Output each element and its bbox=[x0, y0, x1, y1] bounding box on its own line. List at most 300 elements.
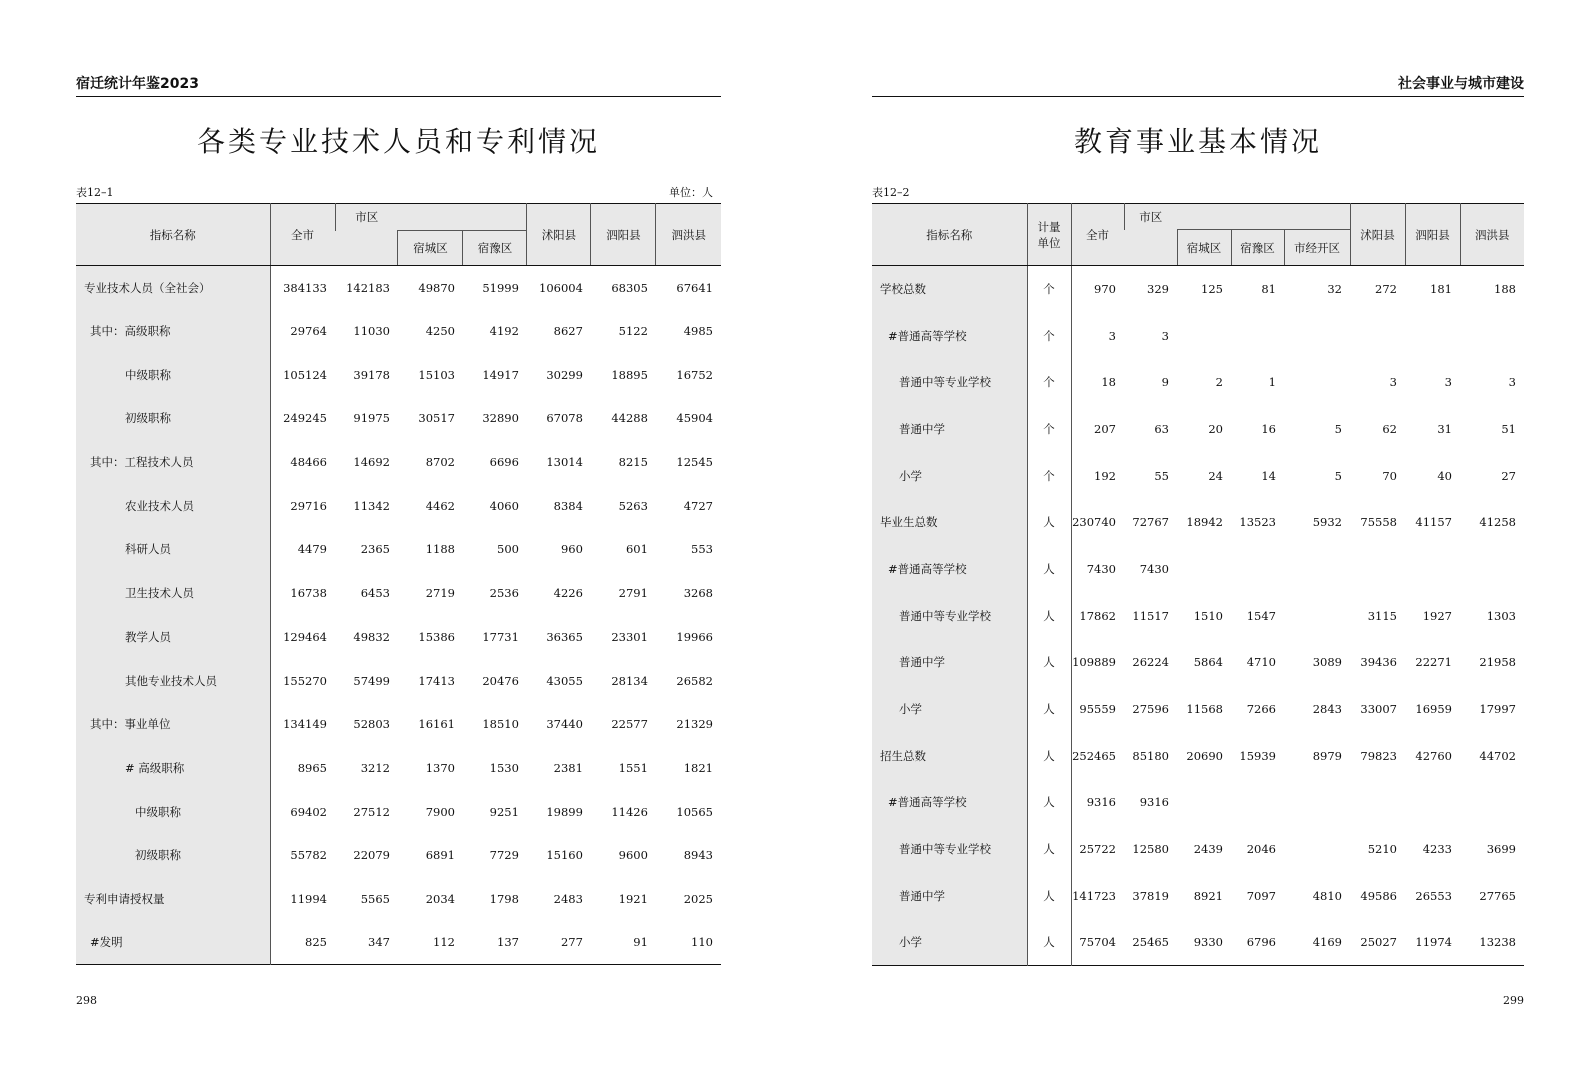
row-label: # 高级职称 bbox=[76, 746, 270, 790]
cell-value: 15160 bbox=[546, 848, 583, 863]
cell-value: 45904 bbox=[676, 411, 713, 426]
row-label: 普通中等专业学校 bbox=[872, 826, 1027, 873]
cell-value: 252465 bbox=[1072, 748, 1116, 763]
cell-value: 329 bbox=[1147, 282, 1169, 297]
cell-value: 67641 bbox=[676, 280, 713, 295]
table-row bbox=[76, 528, 721, 572]
cell-value: 8979 bbox=[1312, 748, 1342, 763]
row-unit: 人 bbox=[1027, 639, 1071, 686]
cell-value: 6891 bbox=[425, 848, 455, 863]
cell-value: 27512 bbox=[353, 804, 390, 819]
row-unit: 人 bbox=[1027, 872, 1071, 919]
cell-value: 9251 bbox=[489, 804, 519, 819]
cell-value: 1530 bbox=[489, 760, 519, 775]
cell-value: 14 bbox=[1261, 468, 1276, 483]
cell-value: 55 bbox=[1154, 468, 1169, 483]
data-table bbox=[76, 203, 721, 965]
row-unit: 人 bbox=[1027, 546, 1071, 593]
cell-value: 2046 bbox=[1246, 842, 1276, 857]
cell-value: 11517 bbox=[1132, 608, 1169, 623]
cell-value: 79823 bbox=[1360, 748, 1397, 763]
cell-value: 3268 bbox=[683, 586, 713, 601]
cell-value: 27596 bbox=[1132, 702, 1169, 717]
cell-value: 27765 bbox=[1479, 888, 1516, 903]
table-row bbox=[872, 919, 1524, 966]
cell-value: 2034 bbox=[425, 891, 455, 906]
table-row bbox=[76, 921, 721, 965]
cell-value: 137 bbox=[497, 935, 519, 950]
running-head bbox=[76, 74, 721, 97]
row-label: 学校总数 bbox=[872, 266, 1027, 313]
cell-value: 41258 bbox=[1479, 515, 1516, 530]
table-row bbox=[872, 452, 1524, 499]
table-row bbox=[872, 686, 1524, 733]
cell-value: 16738 bbox=[290, 586, 327, 601]
cell-value: 5864 bbox=[1193, 655, 1223, 670]
table-row bbox=[76, 309, 721, 353]
cell-value: 9330 bbox=[1193, 935, 1223, 950]
cell-value bbox=[1350, 312, 1405, 359]
cell-value: 13238 bbox=[1479, 935, 1516, 950]
cell-value: 500 bbox=[497, 542, 519, 557]
cell-value: 17997 bbox=[1479, 702, 1516, 717]
cell-value: 17731 bbox=[482, 629, 519, 644]
page-number: 298 bbox=[76, 994, 97, 1007]
row-label: 毕业生总数 bbox=[872, 499, 1027, 546]
cell-value: 141723 bbox=[1072, 888, 1116, 903]
cell-value: 9316 bbox=[1139, 795, 1169, 810]
cell-value: 2536 bbox=[489, 586, 519, 601]
cell-value: 28134 bbox=[611, 673, 648, 688]
left-page bbox=[76, 0, 721, 1077]
cell-value: 75704 bbox=[1079, 935, 1116, 950]
cell-value: 7097 bbox=[1246, 888, 1276, 903]
header-siyang: 泗阳县 bbox=[591, 204, 656, 266]
cell-value: 33007 bbox=[1360, 702, 1397, 717]
cell-value: 22079 bbox=[353, 848, 390, 863]
cell-value: 110 bbox=[691, 935, 713, 950]
cell-value: 41157 bbox=[1415, 515, 1452, 530]
cell-value: 15939 bbox=[1239, 748, 1276, 763]
row-unit: 人 bbox=[1027, 826, 1071, 873]
header-urban: 市区 bbox=[335, 204, 398, 231]
cell-value: 81 bbox=[1261, 282, 1276, 297]
table-row bbox=[76, 615, 721, 659]
cell-value: 91 bbox=[633, 935, 648, 950]
row-label: #普通高等学校 bbox=[872, 312, 1027, 359]
row-unit: 个 bbox=[1027, 452, 1071, 499]
row-label: 初级职称 bbox=[76, 397, 270, 441]
table-row bbox=[872, 266, 1524, 313]
cell-value: 24 bbox=[1208, 468, 1223, 483]
row-label: 农业技术人员 bbox=[76, 484, 270, 528]
cell-value: 91975 bbox=[353, 411, 390, 426]
cell-value: 37440 bbox=[546, 717, 583, 732]
cell-value: 52803 bbox=[353, 717, 390, 732]
cell-value: 155270 bbox=[283, 673, 327, 688]
header-suchen: 宿城区 bbox=[398, 231, 463, 266]
row-label: 其中：工程技术人员 bbox=[76, 440, 270, 484]
row-unit: 人 bbox=[1027, 686, 1071, 733]
cell-value: 601 bbox=[625, 542, 648, 557]
cell-value: 18895 bbox=[611, 367, 648, 382]
table-row bbox=[76, 790, 721, 834]
header-urban-cont bbox=[1124, 230, 1177, 266]
row-unit: 人 bbox=[1027, 499, 1071, 546]
cell-value: 1927 bbox=[1422, 608, 1452, 623]
cell-value: 277 bbox=[560, 935, 583, 950]
cell-value: 70 bbox=[1382, 468, 1397, 483]
cell-value: 18942 bbox=[1186, 515, 1223, 530]
cell-value: 11568 bbox=[1186, 702, 1223, 717]
header-sihong: 泗洪县 bbox=[656, 204, 721, 266]
cell-value: 272 bbox=[1375, 282, 1397, 297]
row-label: 科研人员 bbox=[76, 528, 270, 572]
table-row bbox=[872, 872, 1524, 919]
table-row bbox=[872, 312, 1524, 359]
cell-value: 17413 bbox=[418, 673, 455, 688]
cell-value: 6453 bbox=[360, 586, 390, 601]
cell-value: 10565 bbox=[676, 804, 713, 819]
cell-value: 39178 bbox=[353, 367, 390, 382]
cell-value: 249245 bbox=[283, 411, 327, 426]
cell-value bbox=[1284, 359, 1350, 406]
cell-value: 8702 bbox=[425, 455, 455, 470]
cell-value: 3115 bbox=[1367, 608, 1397, 623]
cell-value: 3 bbox=[1108, 328, 1116, 343]
cell-value bbox=[1231, 312, 1284, 359]
row-label: 小学 bbox=[872, 452, 1027, 499]
cell-value: 1370 bbox=[425, 760, 455, 775]
cell-value bbox=[1405, 546, 1460, 593]
cell-value: 5210 bbox=[1367, 842, 1397, 857]
cell-value: 19966 bbox=[676, 629, 713, 644]
cell-value: 11974 bbox=[1415, 935, 1452, 950]
cell-value: 4985 bbox=[683, 324, 713, 339]
header-siyang: 泗阳县 bbox=[1405, 204, 1460, 266]
cell-value: 6796 bbox=[1246, 935, 1276, 950]
cell-value: 63 bbox=[1154, 421, 1169, 436]
row-label: 普通中学 bbox=[872, 872, 1027, 919]
cell-value: 4479 bbox=[297, 542, 327, 557]
page-title: 各类专业技术人员和专利情况 bbox=[196, 125, 600, 158]
cell-value: 825 bbox=[305, 935, 327, 950]
cell-value: 1798 bbox=[489, 891, 519, 906]
cell-value bbox=[1231, 779, 1284, 826]
header-city: 全市 bbox=[270, 204, 335, 266]
header-suchen: 宿城区 bbox=[1177, 230, 1231, 266]
table-row bbox=[872, 732, 1524, 779]
header-shuyang: 沭阳县 bbox=[1350, 204, 1405, 266]
cell-value: 37819 bbox=[1132, 888, 1169, 903]
unit-label: 单位：人 bbox=[669, 186, 713, 199]
cell-value: 192 bbox=[1094, 468, 1116, 483]
row-label: #发明 bbox=[76, 921, 270, 965]
cell-value: 32 bbox=[1327, 282, 1342, 297]
table-row bbox=[872, 499, 1524, 546]
cell-value: 15386 bbox=[418, 629, 455, 644]
cell-value: 384133 bbox=[283, 280, 327, 295]
cell-value: 49870 bbox=[418, 280, 455, 295]
cell-value: 31 bbox=[1437, 421, 1452, 436]
cell-value: 4710 bbox=[1246, 655, 1276, 670]
header-city: 全市 bbox=[1071, 204, 1124, 266]
cell-value: 19899 bbox=[546, 804, 583, 819]
cell-value: 207 bbox=[1094, 421, 1116, 436]
cell-value: 1 bbox=[1268, 375, 1276, 390]
table-row bbox=[76, 833, 721, 877]
right-page bbox=[872, 0, 1524, 1077]
cell-value: 11030 bbox=[353, 324, 390, 339]
cell-value: 129464 bbox=[283, 629, 327, 644]
cell-value: 2 bbox=[1215, 375, 1223, 390]
cell-value: 4727 bbox=[683, 498, 713, 513]
row-label: 普通中等专业学校 bbox=[872, 359, 1027, 406]
cell-value: 3 bbox=[1508, 375, 1516, 390]
cell-value: 1188 bbox=[425, 542, 455, 557]
cell-value: 7266 bbox=[1246, 702, 1276, 717]
cell-value: 11342 bbox=[353, 498, 390, 513]
cell-value: 43055 bbox=[546, 673, 583, 688]
cell-value: 2381 bbox=[553, 760, 583, 775]
cell-value: 5122 bbox=[618, 324, 648, 339]
cell-value: 5263 bbox=[618, 498, 648, 513]
table-row bbox=[76, 266, 721, 310]
cell-value: 72767 bbox=[1132, 515, 1169, 530]
row-label: #普通高等学校 bbox=[872, 546, 1027, 593]
cell-value: 4192 bbox=[489, 324, 519, 339]
cell-value: 40 bbox=[1437, 468, 1452, 483]
cell-value: 16959 bbox=[1415, 702, 1452, 717]
cell-value: 5565 bbox=[360, 891, 390, 906]
table-row bbox=[872, 359, 1524, 406]
page-number: 299 bbox=[1503, 994, 1524, 1007]
cell-value: 16752 bbox=[676, 367, 713, 382]
cell-value: 105124 bbox=[283, 367, 327, 382]
cell-value: 8627 bbox=[553, 324, 583, 339]
cell-value: 18 bbox=[1101, 375, 1116, 390]
cell-value: 17862 bbox=[1079, 608, 1116, 623]
cell-value: 188 bbox=[1494, 282, 1516, 297]
table-row bbox=[76, 877, 721, 921]
cell-value: 14692 bbox=[353, 455, 390, 470]
cell-value bbox=[1405, 779, 1460, 826]
cell-value: 2791 bbox=[618, 586, 648, 601]
cell-value: 62 bbox=[1382, 421, 1397, 436]
cell-value: 1510 bbox=[1193, 608, 1223, 623]
cell-value: 4462 bbox=[425, 498, 455, 513]
cell-value: 44288 bbox=[611, 411, 648, 426]
header-unit: 计量单位 bbox=[1027, 204, 1071, 266]
cell-value: 48466 bbox=[290, 455, 327, 470]
row-label: 普通中学 bbox=[872, 639, 1027, 686]
row-unit: 人 bbox=[1027, 779, 1071, 826]
table-row bbox=[76, 746, 721, 790]
cell-value: 16161 bbox=[418, 717, 455, 732]
cell-value: 49832 bbox=[353, 629, 390, 644]
row-unit: 个 bbox=[1027, 266, 1071, 313]
cell-value: 5932 bbox=[1312, 515, 1342, 530]
cell-value: 11426 bbox=[611, 804, 648, 819]
cell-value: 4233 bbox=[1422, 842, 1452, 857]
header-blank bbox=[398, 204, 527, 231]
cell-value: 1921 bbox=[618, 891, 648, 906]
cell-value: 553 bbox=[691, 542, 713, 557]
cell-value bbox=[1460, 312, 1524, 359]
cell-value: 4226 bbox=[553, 586, 583, 601]
cell-value: 8921 bbox=[1193, 888, 1223, 903]
header-name: 指标名称 bbox=[76, 204, 270, 266]
cell-value: 5 bbox=[1334, 468, 1342, 483]
cell-value: 29716 bbox=[290, 498, 327, 513]
cell-value: 85180 bbox=[1132, 748, 1169, 763]
cell-value: 14917 bbox=[482, 367, 519, 382]
cell-value bbox=[1460, 546, 1524, 593]
cell-value: 25027 bbox=[1360, 935, 1397, 950]
cell-value: 39436 bbox=[1360, 655, 1397, 670]
cell-value: 25465 bbox=[1132, 935, 1169, 950]
row-label: 中级职称 bbox=[76, 353, 270, 397]
table-row bbox=[76, 571, 721, 615]
cell-value: 181 bbox=[1430, 282, 1452, 297]
row-label: 专利申请授权量 bbox=[76, 877, 270, 921]
cell-value: 30299 bbox=[546, 367, 583, 382]
cell-value: 44702 bbox=[1479, 748, 1516, 763]
table-row bbox=[76, 397, 721, 441]
cell-value: 3 bbox=[1161, 328, 1169, 343]
cell-value: 8384 bbox=[553, 498, 583, 513]
running-head bbox=[872, 74, 1524, 97]
cell-value bbox=[1460, 779, 1524, 826]
row-label: 小学 bbox=[872, 686, 1027, 733]
row-label: 教学人员 bbox=[76, 615, 270, 659]
cell-value: 106004 bbox=[539, 280, 583, 295]
header-name: 指标名称 bbox=[872, 204, 1027, 266]
cell-value: 2483 bbox=[553, 891, 583, 906]
cell-value: 57499 bbox=[353, 673, 390, 688]
cell-value: 2719 bbox=[425, 586, 455, 601]
cell-value: 9600 bbox=[618, 848, 648, 863]
cell-value: 8943 bbox=[683, 848, 713, 863]
cell-value: 134149 bbox=[283, 717, 327, 732]
cell-value: 32890 bbox=[482, 411, 519, 426]
cell-value: 20476 bbox=[482, 673, 519, 688]
cell-value: 13523 bbox=[1239, 515, 1276, 530]
cell-value: 4810 bbox=[1312, 888, 1342, 903]
cell-value: 7900 bbox=[425, 804, 455, 819]
cell-value: 7430 bbox=[1139, 561, 1169, 576]
table-row bbox=[76, 353, 721, 397]
cell-value: 2439 bbox=[1193, 842, 1223, 857]
table-number: 表12–2 bbox=[872, 186, 910, 199]
cell-value: 26582 bbox=[676, 673, 713, 688]
data-table bbox=[872, 203, 1524, 966]
cell-value: 11994 bbox=[290, 891, 327, 906]
cell-value: 347 bbox=[368, 935, 390, 950]
cell-value: 960 bbox=[560, 542, 583, 557]
header-econ: 市经开区 bbox=[1284, 230, 1350, 266]
table-row bbox=[76, 702, 721, 746]
row-unit: 个 bbox=[1027, 312, 1071, 359]
cell-value: 1303 bbox=[1486, 608, 1516, 623]
cell-value: 3 bbox=[1389, 375, 1397, 390]
table-row bbox=[872, 639, 1524, 686]
cell-value: 112 bbox=[433, 935, 455, 950]
table-row bbox=[872, 546, 1524, 593]
row-label: 招生总数 bbox=[872, 732, 1027, 779]
cell-value: 20690 bbox=[1186, 748, 1223, 763]
cell-value bbox=[1231, 546, 1284, 593]
cell-value bbox=[1284, 592, 1350, 639]
cell-value bbox=[1177, 546, 1231, 593]
cell-value: 27 bbox=[1501, 468, 1516, 483]
header-shuyang: 沭阳县 bbox=[527, 204, 591, 266]
cell-value: 18510 bbox=[482, 717, 519, 732]
cell-value bbox=[1284, 312, 1350, 359]
row-label: 卫生技术人员 bbox=[76, 571, 270, 615]
cell-value: 42760 bbox=[1415, 748, 1452, 763]
cell-value: 51 bbox=[1501, 421, 1516, 436]
yearbook-title: 宿迁统计年鉴2023 bbox=[76, 76, 199, 92]
cell-value bbox=[1284, 826, 1350, 873]
cell-value bbox=[1284, 546, 1350, 593]
row-label: 普通中等专业学校 bbox=[872, 592, 1027, 639]
cell-value: 5 bbox=[1334, 421, 1342, 436]
table-row bbox=[872, 592, 1524, 639]
cell-value: 12580 bbox=[1132, 842, 1169, 857]
cell-value: 3089 bbox=[1312, 655, 1342, 670]
header-suyu: 宿豫区 bbox=[463, 231, 527, 266]
row-unit: 个 bbox=[1027, 406, 1071, 453]
table-row bbox=[76, 484, 721, 528]
cell-value: 13014 bbox=[546, 455, 583, 470]
cell-value bbox=[1177, 312, 1231, 359]
table-row bbox=[76, 440, 721, 484]
header-urban-cont bbox=[335, 231, 398, 266]
row-unit: 人 bbox=[1027, 732, 1071, 779]
cell-value: 49586 bbox=[1360, 888, 1397, 903]
cell-value: 142183 bbox=[346, 280, 390, 295]
cell-value: 55782 bbox=[290, 848, 327, 863]
cell-value: 22577 bbox=[611, 717, 648, 732]
cell-value: 25722 bbox=[1079, 842, 1116, 857]
header-blank bbox=[1177, 204, 1350, 230]
cell-value: 1821 bbox=[683, 760, 713, 775]
table-row bbox=[76, 659, 721, 703]
cell-value: 6696 bbox=[489, 455, 519, 470]
table-number: 表12–1 bbox=[76, 186, 114, 199]
cell-value: 20 bbox=[1208, 421, 1223, 436]
cell-value: 21329 bbox=[676, 717, 713, 732]
row-label: #普通高等学校 bbox=[872, 779, 1027, 826]
cell-value: 21958 bbox=[1479, 655, 1516, 670]
row-label: 中级职称 bbox=[76, 790, 270, 834]
chapter-title: 社会事业与城市建设 bbox=[1398, 76, 1524, 92]
cell-value: 4250 bbox=[425, 324, 455, 339]
cell-value: 30517 bbox=[418, 411, 455, 426]
header-urban: 市区 bbox=[1124, 204, 1177, 230]
table-row bbox=[872, 406, 1524, 453]
row-label: 初级职称 bbox=[76, 833, 270, 877]
row-label: 小学 bbox=[872, 919, 1027, 966]
cell-value: 68305 bbox=[611, 280, 648, 295]
cell-value bbox=[1350, 546, 1405, 593]
header-suyu: 宿豫区 bbox=[1231, 230, 1284, 266]
cell-value: 230740 bbox=[1072, 515, 1116, 530]
cell-value: 2025 bbox=[683, 891, 713, 906]
cell-value bbox=[1405, 312, 1460, 359]
cell-value: 109889 bbox=[1072, 655, 1116, 670]
